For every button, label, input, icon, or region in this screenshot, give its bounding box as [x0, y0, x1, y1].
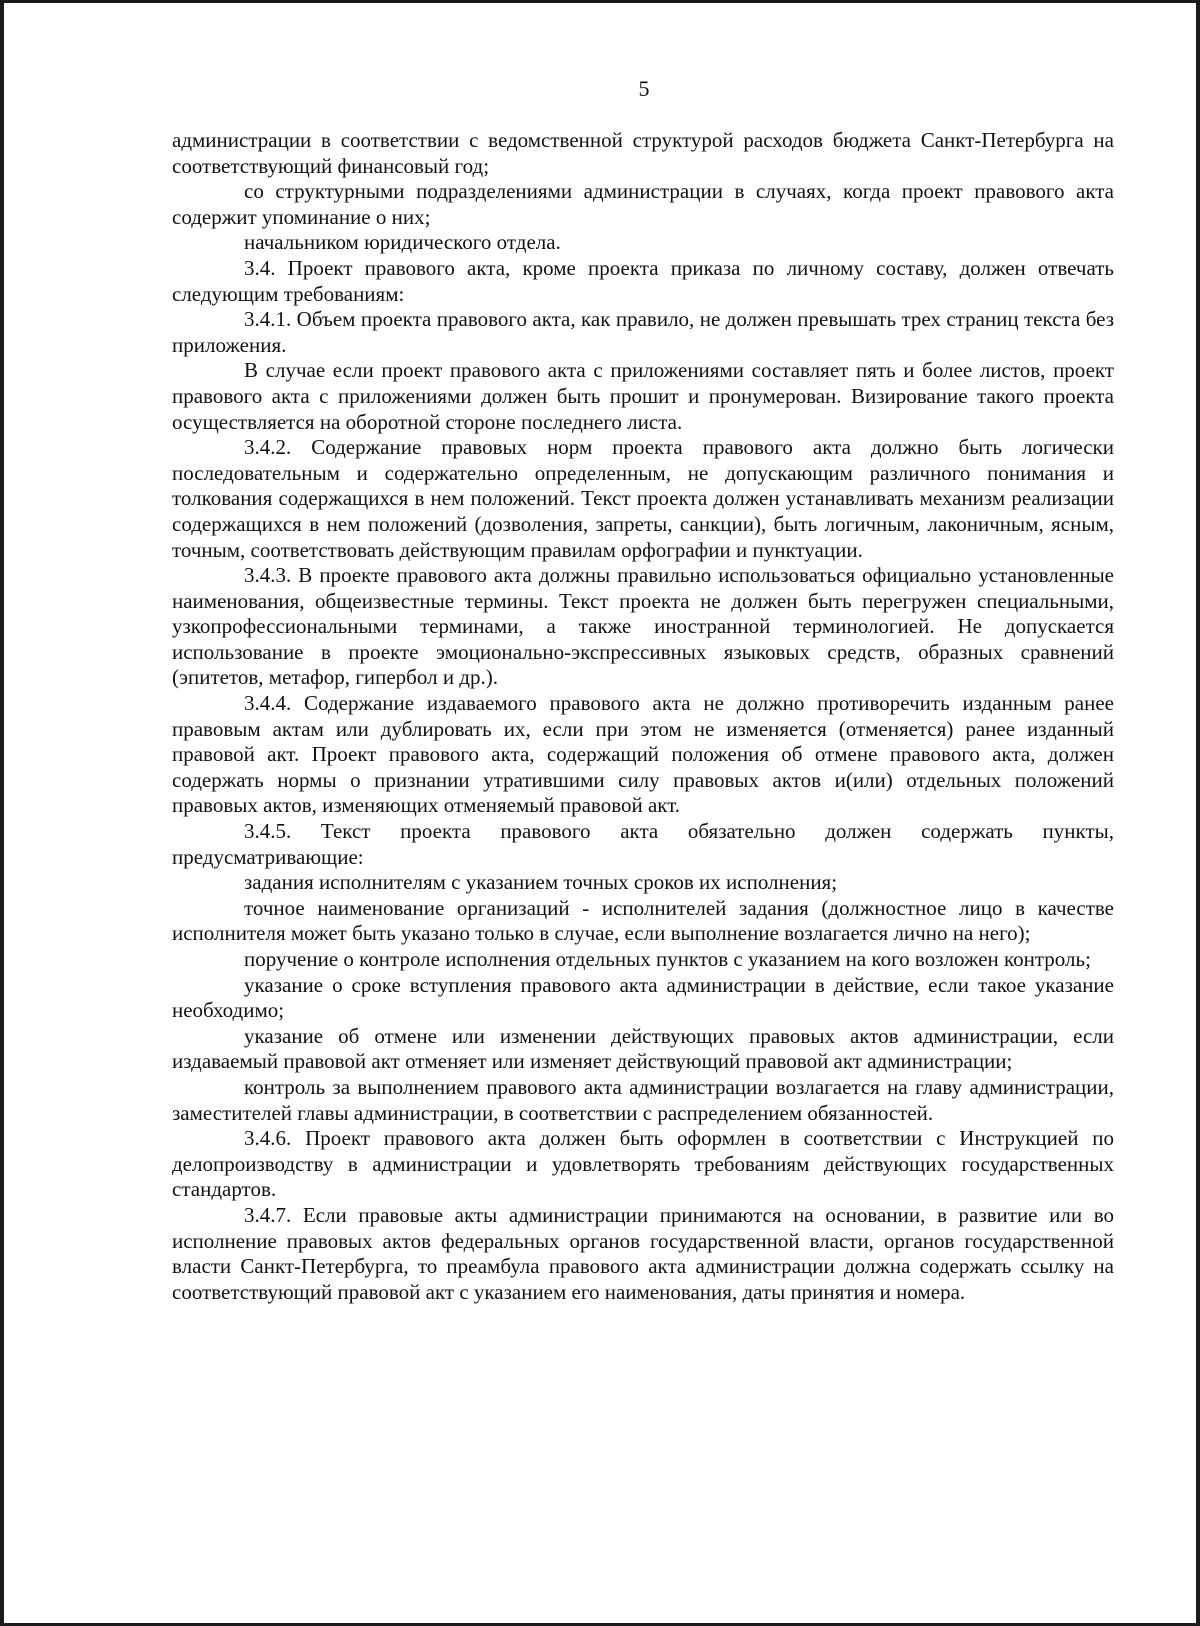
paragraph: указание о сроке вступления правового акта администрации в действие, если такое указание необходимо; — [172, 972, 1114, 1023]
paragraph: 3.4. Проект правового акта, кроме проекта приказа по личному составу, должен отвечать следующим требованиям: — [172, 255, 1114, 306]
paragraph: указание об отмене или изменении действующих правовых актов администрации, если издаваемый правовой акт отменяет или изменяет действующий правовой акт администрации; — [172, 1023, 1114, 1074]
page-number: 5 — [638, 76, 650, 101]
paragraph: 3.4.3. В проекте правового акта должны правильно использоваться официально установленные наименования, общеизвестные термины. Текст проекта не должен быть перегружен специальными, узкопрофессиональными терминами, а также иностранной терминологией. Не допускается использование в проекте эмоционально-экспрессивных языковых средств, образных сравнений (эпитетов, метафор, гипербол и др.). — [172, 563, 1114, 690]
paragraph: контроль за выполнением правового акта администрации возлагается на главу администрации, заместителей главы администрации, в соответствии с распределением обязанностей. — [172, 1074, 1114, 1125]
paragraph: 3.4.7. Если правовые акты администрации принимаются на основании, в развитие или во исполнение правовых актов федеральных органов государственной власти, органов государственной власти Санкт-Петербурга, то преамбула правового акта администрации должна содержать ссылку на соответствующий правовой акт с указанием его наименования, даты принятия и номера. — [172, 1202, 1114, 1304]
paragraph: В случае если проект правового акта с приложениями составляет пять и более листов, проект правового акта с приложениями должен быть прошит и пронумерован. Визирование такого проекта осуществляется на оборотной стороне последнего листа. — [172, 358, 1114, 434]
document-body — [172, 128, 1114, 1305]
paragraph: 3.4.1. Объем проекта правового акта, как правило, не должен превышать трех страниц текста без приложения. — [172, 307, 1114, 357]
paragraph: задания исполнителям с указанием точных сроков их исполнения; — [244, 870, 838, 895]
paragraph: поручение о контроле исполнения отдельных пунктов с указанием на кого возложен контроль; — [244, 947, 1091, 971]
paragraph: точное наименование организаций - исполнителей задания (должностное лицо в качестве исполнителя может быть указано только в случае, если выполнение возлагается лично на него); — [172, 895, 1114, 946]
scan-border-left — [0, 0, 4, 1626]
paragraph: начальником юридического отдела. — [244, 230, 561, 255]
paragraph: администрации в соответствии с ведомственной структурой расходов бюджета Санкт-Петербурга на соответствующий финансовый год; — [172, 128, 1114, 178]
scan-border-right — [1196, 0, 1200, 1626]
scan-border-top — [0, 0, 1200, 3]
paragraph: 3.4.5. Текст проекта правового акта обязательно должен содержать пункты, предусматривающие: — [172, 819, 1114, 869]
paragraph: 3.4.6. Проект правового акта должен быть оформлен в соответствии с Инструкцией по делопроизводству в администрации и удовлетворять требованиям действующих государственных стандартов. — [172, 1126, 1114, 1202]
paragraph: со структурными подразделениями администрации в случаях, когда проект правового акта содержит упоминание о них; — [172, 179, 1114, 229]
paragraph: 3.4.4. Содержание издаваемого правового акта не должно противоречить изданным ранее правовым актам или дублировать их, если при этом не изменяется (отменяется) ранее изданный правовой акт. Проект правового акта, содержащий положения об отмене правового акта, должен содержать нормы о признании утратившими силу правовых актов и(или) отдельных положений правовых актов, изменяющих отменяемый правовой акт. — [172, 691, 1114, 818]
paragraph: 3.4.2. Содержание правовых норм проекта правового акта должно быть логически последовательным и содержательно определенным, не допускающим различного понимания и толкования содержащихся в нем положений. Текст проекта должен устанавливать механизм реализации содержащихся в нем положений (дозволения, запреты, санкции), быть логичным, лаконичным, ясным, точным, соответствовать действующим правилам орфографии и пунктуации. — [172, 435, 1114, 562]
